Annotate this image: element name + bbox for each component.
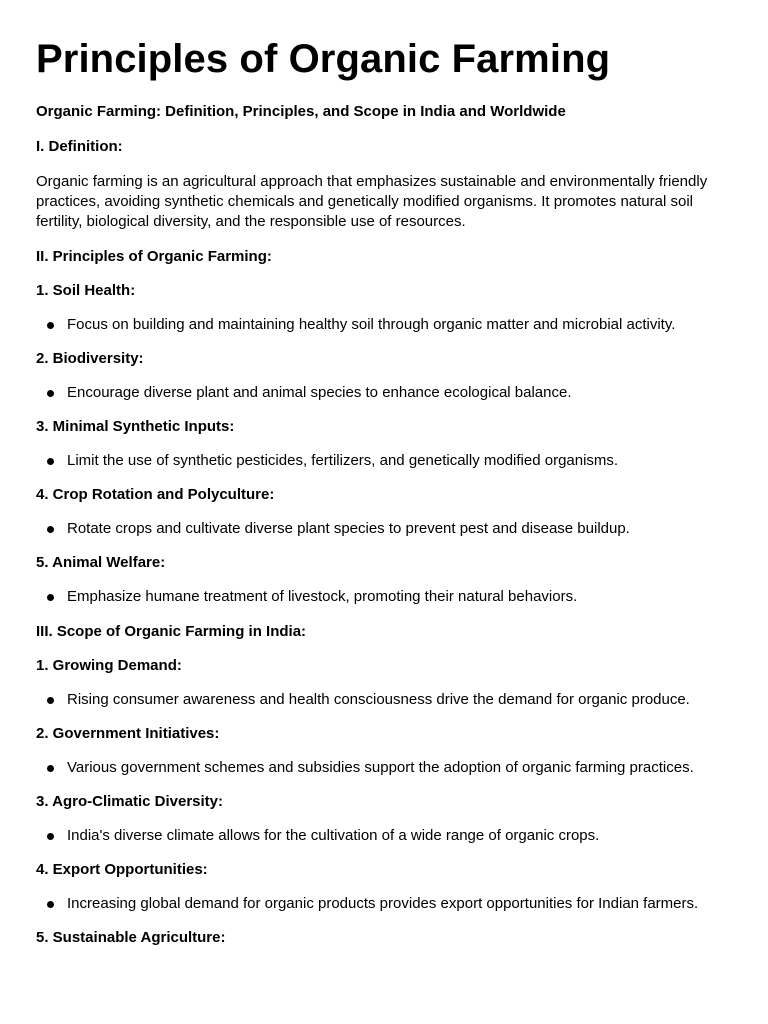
principle-heading: 5. Animal Welfare: [36, 554, 166, 571]
scope-heading: III. Scope of Organic Farming in India: [36, 623, 307, 640]
bullet-dot-icon [47, 390, 54, 397]
bullet-dot-icon [47, 697, 54, 704]
principle-heading: 1. Soil Health: [36, 282, 136, 299]
document-subtitle: Organic Farming: Definition, Principles, and Scope in India and Worldwide [36, 103, 566, 120]
scope-bullet [36, 894, 732, 914]
bullet-dot-icon [47, 594, 54, 601]
scope-item-heading: 1. Growing Demand: [36, 657, 182, 674]
definition-heading: I. Definition: [36, 138, 123, 155]
principle-bullet [36, 315, 732, 335]
principle-heading: 3. Minimal Synthetic Inputs: [36, 418, 235, 435]
principle-heading: 2. Biodiversity: [36, 350, 144, 367]
bullet-text: Encourage diverse plant and animal species to enhance ecological balance. [67, 384, 572, 401]
principle-bullet [36, 451, 732, 471]
page-title: Principles of Organic Farming [36, 37, 611, 81]
bullet-text: Various government schemes and subsidies support the adoption of organic farming practices. [67, 759, 694, 776]
bullet-text: Emphasize humane treatment of livestock, promoting their natural behaviors. [67, 588, 578, 605]
bullet-dot-icon [47, 901, 54, 908]
bullet-dot-icon [47, 458, 54, 465]
principle-heading: 4. Crop Rotation and Polyculture: [36, 486, 275, 503]
bullet-text: Focus on building and maintaining healthy soil through organic matter and microbial activity. [67, 316, 676, 333]
bullet-dot-icon [47, 526, 54, 533]
bullet-dot-icon [47, 833, 54, 840]
bullet-text: Increasing global demand for organic products provides export opportunities for Indian farmers. [67, 895, 699, 912]
scope-bullet [36, 690, 732, 710]
scope-item-heading: 5. Sustainable Agriculture: [36, 929, 226, 946]
bullet-text: Limit the use of synthetic pesticides, fertilizers, and genetically modified organisms. [67, 452, 619, 469]
bullet-dot-icon [47, 765, 54, 772]
bullet-text: India's diverse climate allows for the cultivation of a wide range of organic crops. [67, 827, 600, 844]
principle-bullet [36, 383, 732, 403]
principles-heading: II. Principles of Organic Farming: [36, 248, 272, 265]
principle-bullet [36, 587, 732, 607]
scope-item-heading: 3. Agro-Climatic Diversity: [36, 793, 223, 810]
bullet-text: Rotate crops and cultivate diverse plant species to prevent pest and disease buildup. [67, 520, 630, 537]
scope-item-heading: 4. Export Opportunities: [36, 861, 208, 878]
principle-bullet [36, 519, 732, 539]
scope-bullet [36, 826, 732, 846]
bullet-dot-icon [47, 322, 54, 329]
definition-text: Organic farming is an agricultural approach that emphasizes sustainable and environmentally friendly practices, avoiding synthetic chemicals and genetically modified organisms. It promotes natural soil fertility, biological diversity, and the responsible use of resources. [36, 173, 708, 230]
scope-item-heading: 2. Government Initiatives: [36, 725, 220, 742]
bullet-text: Rising consumer awareness and health consciousness drive the demand for organic produce. [67, 691, 690, 708]
scope-bullet [36, 758, 732, 778]
